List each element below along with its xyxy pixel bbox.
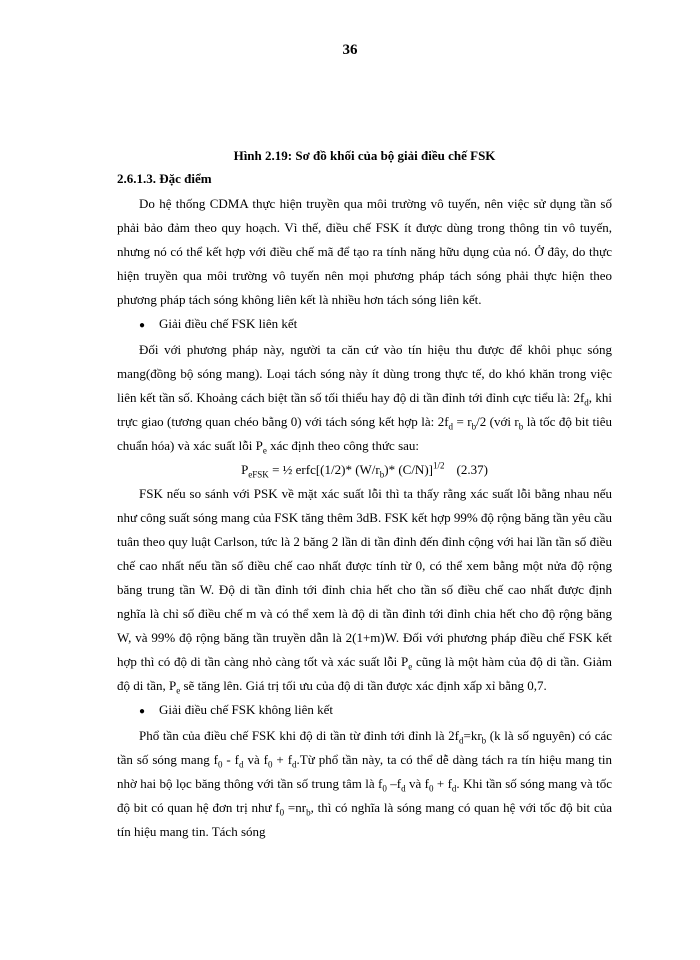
bullet-item-coherent	[117, 312, 612, 338]
section-heading: 2.6.1.3. Đặc điểm	[117, 171, 212, 186]
paragraph-2: Đối với phương pháp này, người ta căn cứ vào tín hiệu thu được để khôi phục sóng mang(đồng bộ sóng mang). Loại tách sóng này ít dùng trong thực tế, do khó khăn trong việc liên kết tần số. Khoảng cách biệt tần số tối thiểu hay độ di tần đỉnh tới đỉnh cực tiểu là: $2f_d$, khi trực giao (tương quan chéo bằng 0) với tách sóng kết hợp là: $2f_d = r_b/2$ (với $r_b$ là tốc độ bit tiêu chuẩn hóa) và xác suất lỗi $P_e$ xác định theo công thức sau:	[117, 342, 612, 456]
equation-number: (2.37)	[456, 462, 488, 477]
paragraph-3: FSK nếu so sánh với PSK về mặt xác suất lỗi thì ta thấy rằng xác suất lỗi bằng nhau nếu như công suất sóng mang của FSK tăng thêm 3dB. FSK kết hợp 99% độ rộng băng tần yêu cầu tuân theo quy luật Carlson, tức là 2 băng 2 lần di tần đỉnh đến đỉnh cộng với hai lần tần số điều chế cao nhất nếu tần số điều chế cao nhất được tính từ 0, có thể xem bằng một nửa độ rộng băng trung tần W. Độ di tần đỉnh tới đỉnh chia hết cho tần số điều chế cao nhất được định nghĩa là chỉ số điều chế m và có thể xem là độ di tần đỉnh tới đỉnh chia hết cho độ rộng băng W, và 99% độ rộng băng tần truyền dẫn là 2(1+m)W. Đối với phương pháp điều chế FSK kết hợp thì có độ di tần càng nhỏ càng tốt và xác suất lỗi $P_e$ cũng là một hàm của độ di tần. Giảm độ di tần, $P_e$ sẽ tăng lên. Giá trị tối ưu của độ di tần được xác định xấp xỉ bằng 0,7.	[117, 486, 612, 696]
bullet-label: Giải điều chế FSK liên kết	[159, 316, 298, 331]
paragraph-4: Phổ tần của điều chế FSK khi độ di tần từ đỉnh tới đỉnh là $2f_d=kr_b$ (k là số nguyên) có các tần số sóng mang $f_0 - f_d$ và $f_0$ + $f_d.Từ$ phổ tần này, ta có thể dễ dàng tách ra tín hiệu mang tin nhờ hai bộ lọc băng thông với tần số trung tâm là $f_0$ $-f_d$ và $f_0 + f_d$. Khi tần số sóng mang và tốc độ bit có quan hệ đơn trị như $f_0 =nr_b$, thì có nghĩa là sóng mang có quan hệ với tốc độ bit của tín hiệu mang tin. Tách sóng	[117, 728, 613, 839]
figure-caption: Hình 2.19: Sơ đồ khối của bộ giải điều chế FSK	[233, 148, 496, 163]
page-number: 36	[342, 42, 358, 58]
bullet-dot-icon: ●	[139, 320, 146, 331]
bullet-label: Giải điều chế FSK không liên kết	[159, 702, 334, 717]
body-text	[117, 192, 612, 844]
paragraph-1: Do hệ thống CDMA thực hiện truyền qua môi trường vô tuyến, nên việc sử dụng tần số phải bảo đảm theo quy hoạch. Vì thế, điều chế FSK ít được dùng trong thông tin vô tuyến, nhưng nó có thể kết hợp với điều chế mã để tạo ra tính năng hữu dụng của nó. Ở đây, do thực hiện truyền qua môi trường vô tuyến nên mọi phương pháp tách sóng phải thực hiện theo phương pháp tách sóng không liên kết là nhiều hơn tách sóng liên kết.	[117, 196, 612, 307]
bullet-item-noncoherent	[117, 698, 612, 724]
bullet-dot-icon: ●	[139, 706, 146, 717]
formula-2-37: $P_{eFSK}$ = ½ erfc[(1/2)* $(W/r_b)*$ (C/N)]$^{1/2}$ (2.37)	[241, 460, 488, 480]
